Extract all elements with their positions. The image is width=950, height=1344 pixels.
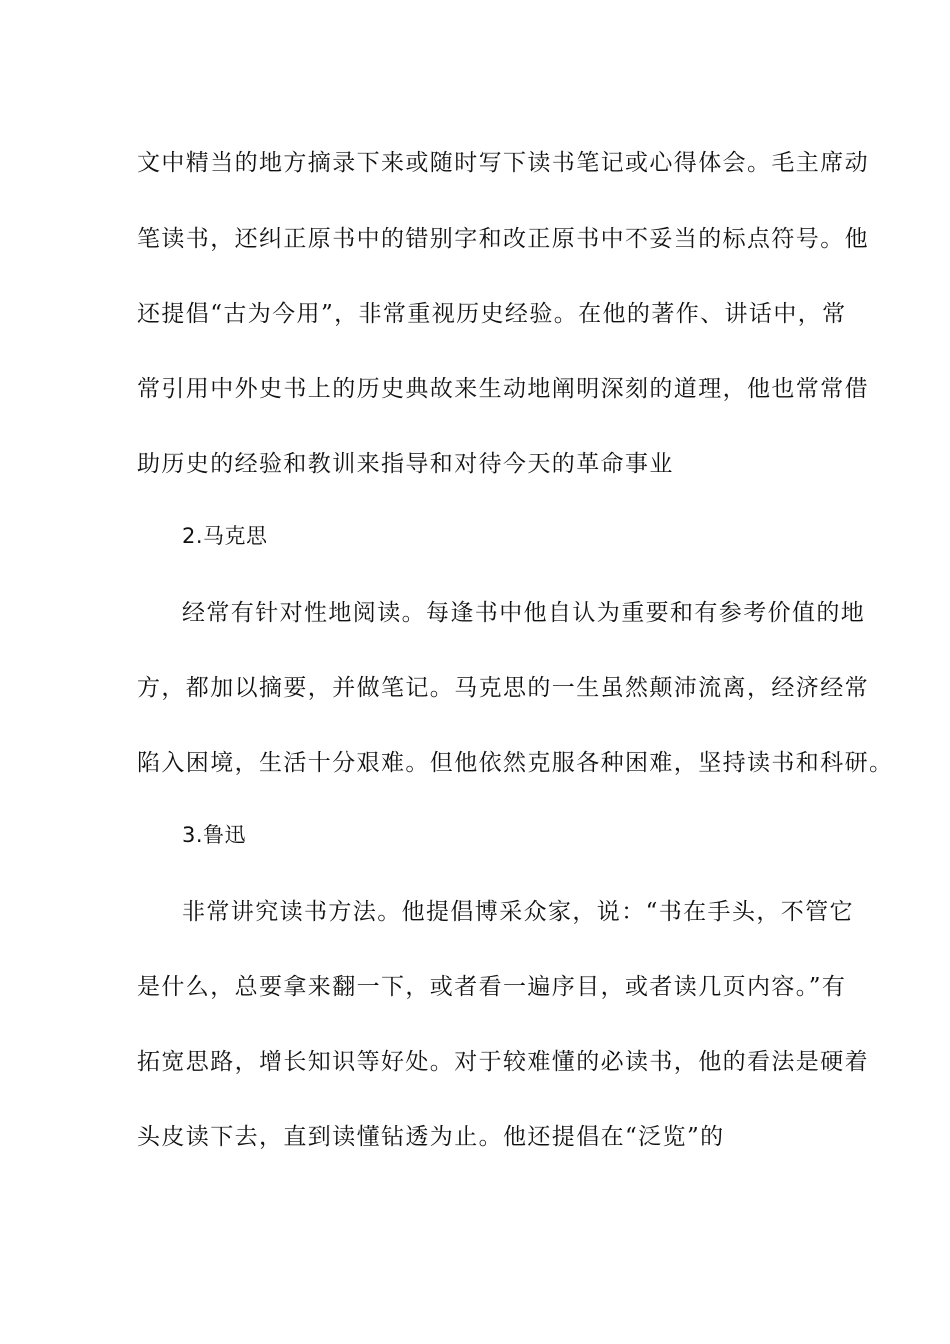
paragraph-2-line-2: 方，都加以摘要，并做笔记。马克思的一生虽然颠沛流离，经济经常: [137, 675, 869, 701]
section-heading-luxun: 3.鲁迅: [182, 823, 247, 847]
paragraph-3-line-1: 非常讲究读书方法。他提倡博采众家，说：“书在手头，不管它: [182, 899, 854, 925]
paragraph-1-line-2: 笔读书，还纠正原书中的错别字和改正原书中不妥当的标点符号。他: [137, 226, 869, 252]
paragraph-1-line-3: 还提倡“古为今用”，非常重视历史经验。在他的著作、讲话中，常: [137, 301, 847, 327]
paragraph-2-line-1: 经常有针对性地阅读。每逢书中他自认为重要和有参考价值的地: [182, 600, 866, 626]
paragraph-3-line-4: 头皮读下去，直到读懂钻透为止。他还提倡在“泛览”的: [137, 1124, 725, 1150]
paragraph-1-line-5: 助历史的经验和教训来指导和对待今天的革命事业: [137, 451, 674, 477]
paragraph-3-line-2: 是什么，总要拿来翻一下，或者看一遍序目，或者读几页内容。”有: [137, 974, 847, 1000]
paragraph-1-line-4: 常引用中外史书上的历史典故来生动地阐明深刻的道理，他也常常借: [137, 376, 869, 402]
paragraph-1-line-1: 文中精当的地方摘录下来或随时写下读书笔记或心得体会。毛主席动: [137, 150, 869, 176]
paragraph-3-line-3: 拓宽思路，增长知识等好处。对于较难懂的必读书，他的看法是硬着: [137, 1049, 869, 1075]
section-heading-marx: 2.马克思: [182, 524, 268, 548]
paragraph-2-line-3: 陷入困境，生活十分艰难。但他依然克服各种困难，坚持读书和科研。: [137, 750, 894, 776]
